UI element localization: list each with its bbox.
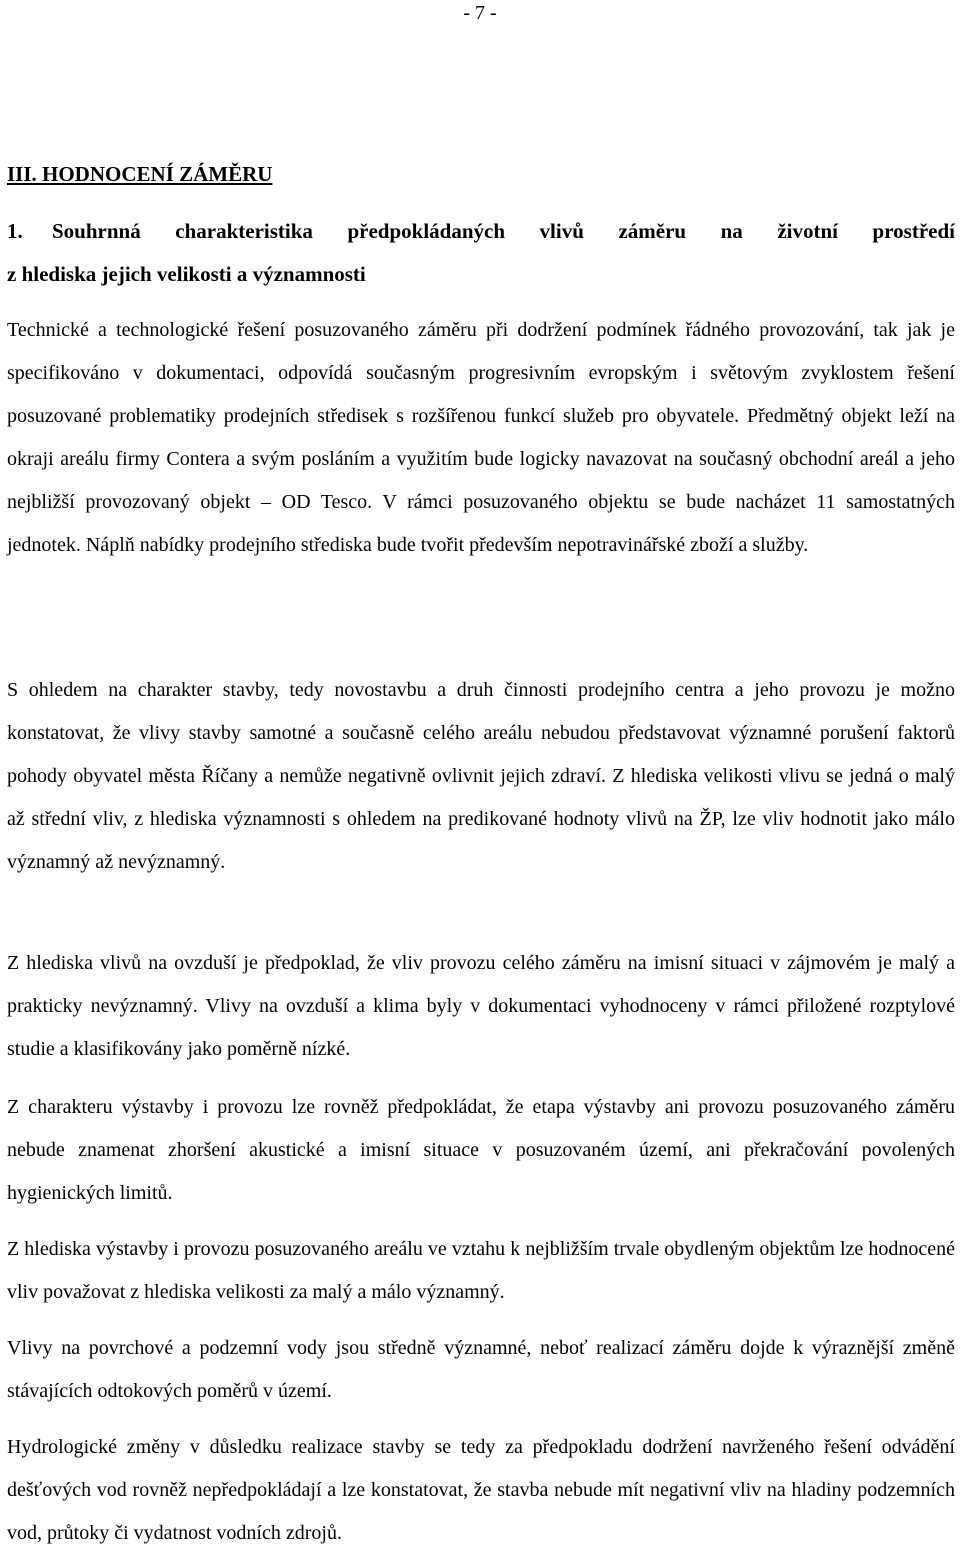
section-number: 1. bbox=[7, 219, 23, 243]
page-number: - 7 - bbox=[463, 2, 497, 24]
paragraph-construction-impact: Z charakteru výstavby i provozu lze rovněž předpokládat, že etapa výstavby ani provozu posuzovaného záměru nebude znamenat zhoršení akustické a imisní situace v posuzovaném území, ani překračování povolených hygienických limitů. bbox=[7, 1096, 955, 1204]
paragraph-technical-solution: Technické a technologické řešení posuzovaného záměru při dodržení podmínek řádného provozování, tak jak je specifikováno v dokumentaci, odpovídá současným progresivním evropským i světovým zvyklostem řešení posuzované problematiky prodejních středisek s rozšířenou funkcí služeb pro obyvatele. Předmětný objekt leží na okraji areálu firmy Contera a svým posláním a využitím bude logicky navazovat na současný obchodní areál a jeho nejbližší provozovaný objekt – OD Tesco. V rámci posuzovaného objektu se bude nacházet 11 samostatných jednotek. Náplň nabídky prodejního střediska bude tvořit především nepotravinářské zboží a služby. bbox=[7, 319, 955, 556]
page-heading: III. HODNOCENÍ ZÁMĚRU bbox=[7, 162, 273, 186]
paragraph-water-impact: Vlivy na povrchové a podzemní vody jsou středně významné, neboť realizací záměru dojde k výraznější změně stávajících odtokových poměrů v území. bbox=[7, 1337, 955, 1402]
paragraph-health-impact: S ohledem na charakter stavby, tedy novostavbu a druh činnosti prodejního centra a jeho provozu je možno konstatovat, že vlivy stavby samotné a současně celého areálu nebudou představovat významné porušení faktorů pohody obyvatel města Říčany a nemůže negativně ovlivnit jejich zdraví. Z hlediska velikosti vlivu se jedná o malý až střední vliv, z hlediska významnosti s ohledem na predikované hodnoty vlivů na ŽP, lze vliv hodnotit jako málo významný až nevýznamný. bbox=[7, 679, 955, 873]
section-title bbox=[7, 210, 955, 296]
section-title-text: Souhrnná charakteristika předpokládaných vlivů záměru na životní prostředí bbox=[52, 219, 955, 243]
section-title-line1 bbox=[7, 210, 955, 253]
section-title-line2: z hlediska jejich velikosti a významnosti bbox=[7, 262, 366, 286]
paragraph-hydrology: Hydrologické změny v důsledku realizace stavby se tedy za předpokladu dodržení navrženého řešení odvádění dešťových vod rovněž nepředpokládají a lze konstatovat, že stavba nebude mít negativní vliv na hladiny podzemních vod, průtoky či vydatnost vodních zdrojů. bbox=[7, 1436, 955, 1544]
paragraph-nearby-buildings: Z hlediska výstavby i provozu posuzovaného areálu ve vztahu k nejbližším trvale obydleným objektům lze hodnocené vliv považovat z hlediska velikosti za malý a málo významný. bbox=[7, 1238, 955, 1303]
paragraph-air-impact: Z hlediska vlivů na ovzduší je předpoklad, že vliv provozu celého záměru na imisní situaci v zájmovém je malý a prakticky nevýznamný. Vlivy na ovzduší a klima byly v dokumentaci vyhodnoceny v rámci přiložené rozptylové studie a klasifikovány jako poměrně nízké. bbox=[7, 952, 955, 1060]
